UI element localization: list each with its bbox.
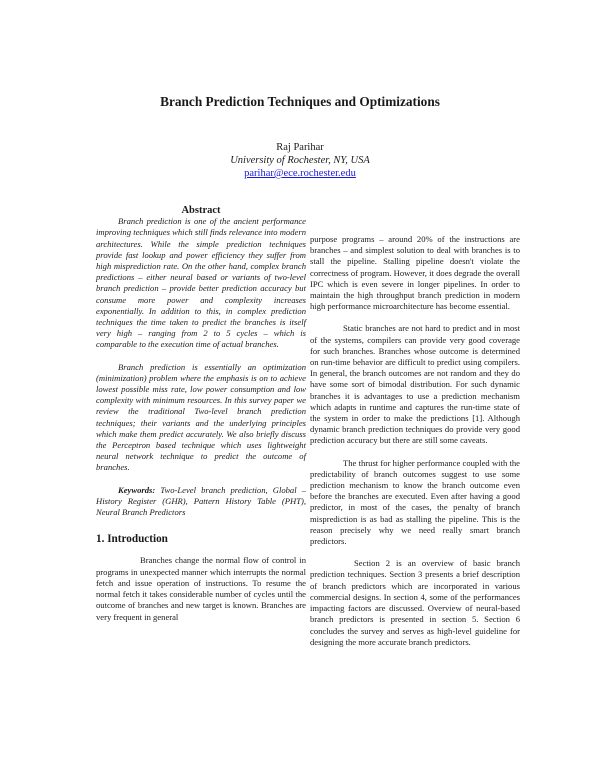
- abstract-heading: Abstract: [181, 205, 221, 216]
- body-paragraph-2: Static branches are not hard to predict and in most of the systems, compilers can provide very good coverage for such branches. Branches whose outcome is determined on run-time behavior are difficult to predict using compilers. In general, the branch outcomes are not random and they do have some sort of bimodal distribution. For such dynamic branches it is advantages to use a prediction mechanism which adapts in runtime and captures the run-time state of the system in order to make the predictions [1]. Although dynamic branch prediction techniques do provide very good prediction accuracy but there are still some caveats.: [310, 323, 520, 446]
- keywords-label: Keywords:: [118, 484, 156, 495]
- body-paragraph-3: The thrust for higher performance coupled with the predictability of branch outcomes suggest to use some prediction mechanism to know the branch outcome even before the branches are executed. Even after having a good predictor, in most of the cases, the penalty of branch misprediction is as bad as stalling the pipeline. This is the reason precisely why we need really smart branch predictors.: [310, 457, 520, 547]
- author-name: Raj Parihar: [276, 142, 324, 153]
- keywords-text: Two-Level branch prediction, Global – History Register (GHR), Pattern History Table (PHT), Neural Branch Predictors: [96, 484, 306, 518]
- body-paragraph-1: purpose programs – around 20% of the instructions are branches – and simplest solution to deal with branches is to stall the pipeline. Stalling pipeline doesn't violate the correctness of program. However, it does degrade the overall IPC which is even severe in longer pipelines. In order to maintain the high throughput branch prediction in modern high performance microarchitecture has become essential.: [310, 234, 520, 312]
- author-block: [0, 141, 600, 180]
- right-column: [310, 234, 520, 648]
- abstract-paragraph-2: Branch prediction is essentially an optimization (minimization) problem where the emphasis is on to achieve lowest possible miss rate, low power consumption and low complexity with minimum resources. In this survey paper we review the traditional Two-level branch prediction techniques; their variants and the underlying principles which make them predict accurately. We also briefly discuss the Perceptron based technique which uses lightweight neural network technique to predict the outcome of branches.: [96, 361, 306, 473]
- author-affiliation: University of Rochester, NY, USA: [230, 155, 370, 166]
- body-paragraph-4: Section 2 is an overview of basic branch prediction techniques. Section 3 presents a brief description of branch predictors which are incorporated in various commercial designs. In section 4, some of the performances impacting factors are discussed. Overview of neural-based branch predictors is presented in section 5. Section 6 concludes the survey and serves as high-level guideline for designing the more accurate branch predictors.: [310, 558, 520, 647]
- section-heading-introduction: 1. Introduction: [96, 533, 168, 546]
- paper-title: Branch Prediction Techniques and Optimizations: [160, 94, 440, 109]
- intro-paragraph-1: Branches change the normal flow of control in programs in unexpected manner which interrupts the normal fetch and issue operation of instructions. To resume the normal fetch it takes considerable number of cycles until the outcome of branches and new target is known. Branches are very frequent in general: [96, 555, 306, 622]
- left-column: [96, 205, 306, 623]
- abstract-paragraph-1: Branch prediction is one of the ancient performance improving techniques which still finds relevance into modern architectures. While the simple prediction techniques provide fast lookup and power efficiency they suffer from high misprediction rate. On the other hand, complex branch predictions – either neural based or variants of two-level branch prediction – provide better prediction accuracy but consume more power and complexity increases exponentially. In addition to this, in complex prediction techniques the time taken to predict the branches is itself very high – ranging from 2 to 5 cycles – which is comparable to the execution time of actual branches.: [96, 216, 306, 350]
- author-email-link[interactable]: parihar@ece.rochester.edu: [244, 168, 356, 179]
- keywords: [96, 485, 306, 519]
